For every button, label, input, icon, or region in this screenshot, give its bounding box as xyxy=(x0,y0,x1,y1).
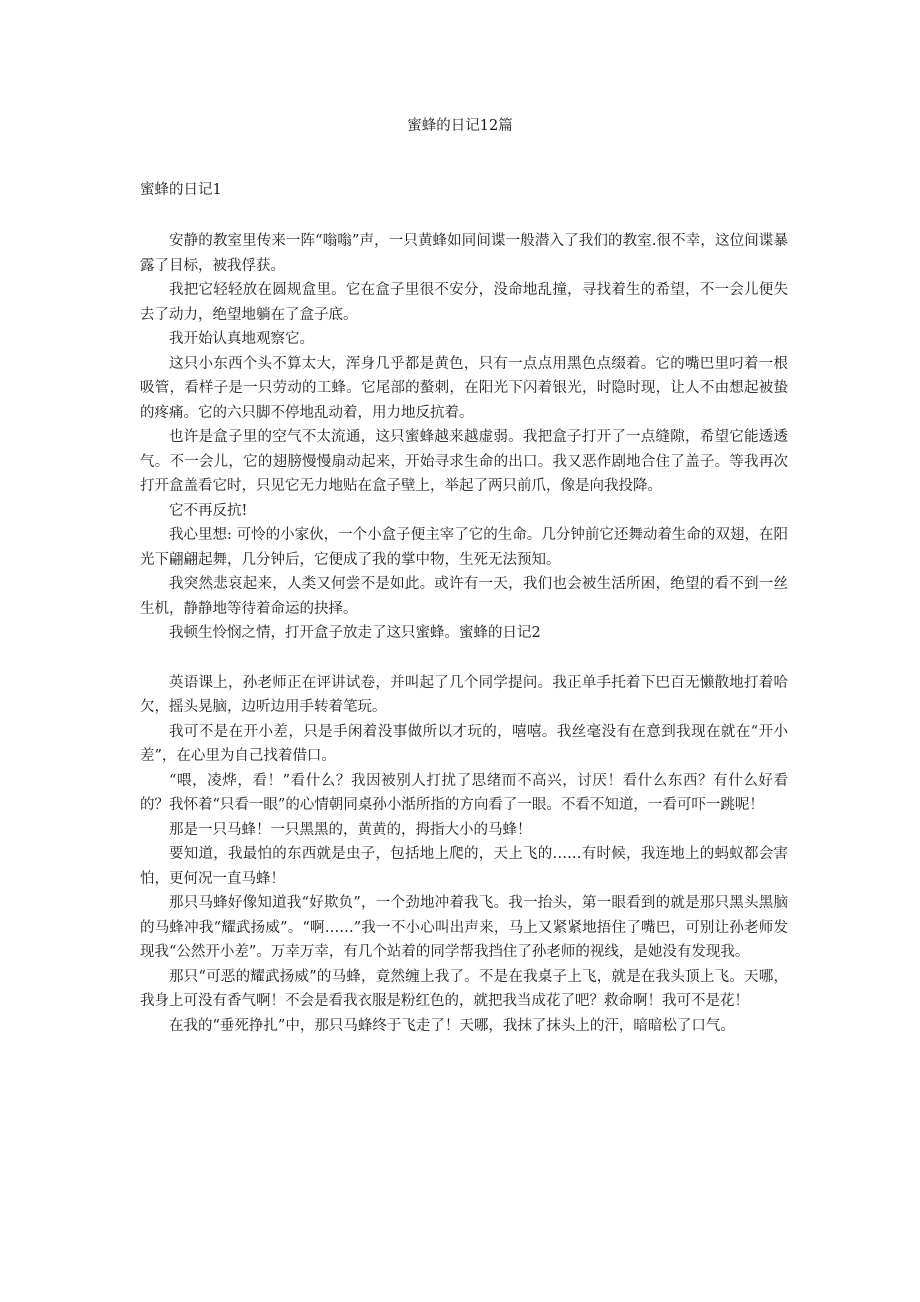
document-title: 蜜蜂的日记12篇 xyxy=(407,118,513,134)
paragraph: 那只“可恶的耀武扬威”的马蜂，竟然缠上我了。不是在我桌子上飞，就是在我头顶上飞。天哪，我身上可没有香气啊！不会是看我衣服是粉红色的，就把我当成花了吧？救命啊！我可不是花！ xyxy=(140,968,788,1009)
paragraph: 这只小东西个头不算太大，浑身几乎都是黄色，只有一点点用黑色点缀着。它的嘴巴里叼着一根吸管，看样子是一只劳动的工蜂。它尾部的螯刺，在阳光下闪着银光，时隐时现，让人不由想起被蛰的疼痛。它的六只脚不停地乱动着，用力地反抗着。 xyxy=(140,355,788,421)
paragraph: 那是一只马蜂！一只黑黑的，黄黄的，拇指大小的马蜂！ xyxy=(169,821,532,838)
paragraph: 也许是盒子里的空气不太流通，这只蜜蜂越来越虚弱。我把盒子打开了一点缝隙，希望它能透透气。不一会儿，它的翅膀慢慢扇动起来，开始寻求生命的出口。我又恶作剧地合住了盖子。等我再次打开盒盖看它时，只见它无力地贴在盒子壁上，举起了两只前爪，像是向我投降。 xyxy=(140,429,788,494)
paragraph: 我把它轻轻放在圆规盒里。它在盒子里很不安分，没命地乱撞，寻找着生的希望，不一会儿便失去了动力，绝望地躺在了盒子底。 xyxy=(140,282,788,323)
paragraph: 我开始认真地观察它。 xyxy=(169,331,314,347)
paragraph: 我心里想: 可怜的小家伙，一个小盒子便主宰了它的生命。几分钟前它还舞动着生命的双翅，在阳光下翩翩起舞，几分钟后，它便成了我的掌中物，生死无法预知。 xyxy=(140,527,788,568)
paragraph: 我突然悲哀起来，人类又何尝不是如此。或许有一天，我们也会被生活所困，绝望的看不到一丝生机，静静地等待着命运的抉择。 xyxy=(140,576,788,617)
paragraph: 那只马蜂好像知道我“好欺负”，一个劲地冲着我飞。我一抬头，第一眼看到的就是那只黑头黑脑的马蜂冲我“耀武扬威”。“啊……”我一不小心叫出声来，马上又紧紧地捂住了嘴巴，可别让孙老师发现我“公然开小差”。万幸万幸，有几个站着的同学帮我挡住了孙老师的视线，是她没有发现我。 xyxy=(140,895,788,960)
paragraph: 我顿生怜悯之情，打开盒子放走了这只蜜蜂。蜜蜂的日记2 xyxy=(169,625,541,641)
paragraph: 英语课上，孙老师正在评讲试卷，并叫起了几个同学提问。我正单手托着下巴百无懒散地打着哈欠，摇头晃脑，边听边用手转着笔玩。 xyxy=(140,674,788,715)
section-heading: 蜜蜂的日记1 xyxy=(140,182,222,198)
paragraph: “喂，凌烨，看！”看什么？我因被别人打扰了思绪而不高兴，讨厌！看什么东西？有什么好看的？我怀着“只看一眼”的心情朝同桌孙小湉所指的方向看了一眼。不看不知道，一看可吓一跳呢！ xyxy=(140,772,788,813)
paragraph: 它不再反抗! xyxy=(169,502,248,519)
paragraph: 要知道，我最怕的东西就是虫子，包括地上爬的，天上飞的……有时候，我连地上的蚂蚁都会害怕，更何况一直马蜂！ xyxy=(140,846,788,887)
document-body xyxy=(140,229,788,1038)
paragraph: 我可不是在开小差，只是手闲着没事做所以才玩的，嘻嘻。我丝毫没有在意到我现在就在“开小差”，在心里为自己找着借口。 xyxy=(140,723,788,764)
paragraph: 安静的教室里传来一阵“嗡嗡”声，一只黄蜂如同间谍一般潜入了我们的教室.很不幸，这位间谍暴露了目标，被我俘获。 xyxy=(140,233,788,274)
paragraph: 在我的“垂死挣扎”中，那只马蜂终于飞走了！天哪，我抹了抹头上的汗，暗暗松了口气。 xyxy=(169,1017,735,1034)
